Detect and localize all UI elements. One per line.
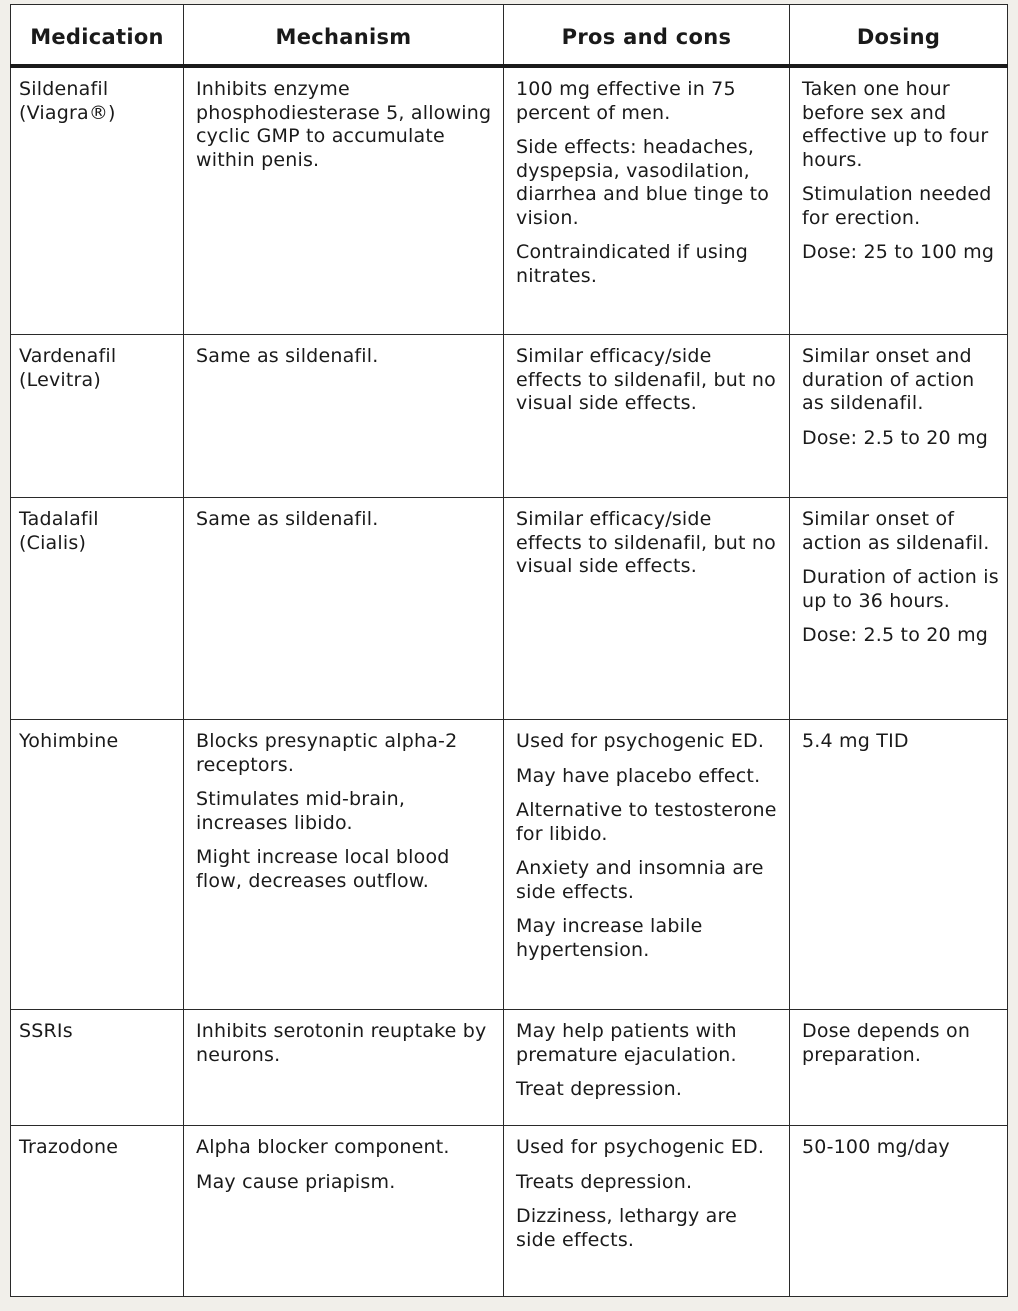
mechanism-cell (184, 720, 504, 1010)
pros-cons-cell (504, 1126, 790, 1297)
dosing-cell (790, 66, 1008, 335)
dosing-text: Dose: 2.5 to 20 mg (802, 426, 989, 449)
pros-cons-text: Used for psychogenic ED. (516, 1136, 765, 1158)
pros-cons-cell (504, 1010, 790, 1126)
dosing-text: Stimulation needed for erection. (802, 183, 992, 229)
dosing-text: 50-100 mg/day (802, 1136, 950, 1158)
table-row (11, 1126, 1008, 1297)
pros-cons-text: May have placebo effect. (516, 764, 761, 787)
header-dosing: Dosing (790, 5, 1008, 67)
header-pros-cons: Pros and cons (504, 5, 790, 67)
pros-cons-text: 100 mg effective in 75 percent of men. (516, 78, 736, 124)
medication-cell (11, 335, 184, 498)
mechanism-cell (184, 1010, 504, 1126)
table-row (11, 66, 1008, 335)
mechanism-text: Inhibits enzyme phosphodiesterase 5, allowing cyclic GMP to accumulate within penis. (196, 78, 492, 171)
medication-name: Vardenafil (19, 345, 117, 367)
medication-brand: (Viagra®) (19, 101, 116, 124)
pros-cons-text: Treat depression. (516, 1078, 683, 1100)
header-row (11, 5, 1008, 67)
pros-cons-text: Similar efficacy/side effects to sildenafil, but no visual side effects. (516, 345, 776, 414)
mechanism-text: May cause priapism. (196, 1170, 396, 1193)
table-row (11, 720, 1008, 1010)
medication-name: Sildenafil (19, 78, 109, 100)
dosing-cell (790, 720, 1008, 1010)
medication-brand: (Levitra) (19, 368, 101, 391)
dosing-text: Similar onset of action as sildenafil. (802, 508, 990, 554)
pros-cons-text: Used for psychogenic ED. (516, 730, 765, 752)
medication-cell (11, 1010, 184, 1126)
pros-cons-text: Side effects: headaches, dyspepsia, vasodilation, diarrhea and blue tinge to vision. (516, 136, 770, 229)
pros-cons-cell (504, 498, 790, 720)
pros-cons-cell (504, 335, 790, 498)
medication-cell (11, 1126, 184, 1297)
header-mechanism: Mechanism (184, 5, 504, 67)
dosing-text: 5.4 mg TID (802, 730, 909, 752)
dosing-text: Dose: 25 to 100 mg (802, 241, 995, 263)
dosing-text: Similar onset and duration of action as sildenafil. (802, 345, 975, 414)
pros-cons-cell (504, 720, 790, 1010)
mechanism-text: Same as sildenafil. (196, 345, 379, 367)
pros-cons-text: Similar efficacy/side effects to sildenafil, but no visual side effects. (516, 508, 776, 577)
medication-brand: (Cialis) (19, 531, 87, 554)
pros-cons-cell (504, 66, 790, 335)
dosing-cell (790, 1126, 1008, 1297)
medication-cell (11, 66, 184, 335)
header-medication: Medication (11, 5, 184, 67)
medication-cell (11, 720, 184, 1010)
mechanism-text: Might increase local blood flow, decreases outflow. (196, 846, 450, 892)
dosing-text: Duration of action is up to 36 hours. (802, 566, 999, 612)
medication-name: Yohimbine (19, 730, 119, 752)
mechanism-cell (184, 66, 504, 335)
mechanism-text: Blocks presynaptic alpha-2 receptors. (196, 730, 458, 776)
mechanism-cell (184, 335, 504, 498)
medication-cell (11, 498, 184, 720)
pros-cons-text: Dizziness, lethargy are side effects. (516, 1205, 737, 1251)
mechanism-text: Alpha blocker component. (196, 1136, 450, 1158)
pros-cons-text: May help patients with premature ejaculation. (516, 1020, 737, 1066)
pros-cons-text: Anxiety and insomnia are side effects. (516, 857, 764, 903)
dosing-text: Dose depends on preparation. (802, 1020, 971, 1066)
dosing-text: Dose: 2.5 to 20 mg (802, 624, 989, 646)
pros-cons-text: Alternative to testosterone for libido. (516, 799, 777, 845)
dosing-cell (790, 335, 1008, 498)
pros-cons-text: May increase labile hypertension. (516, 915, 703, 961)
medication-table (10, 4, 1008, 1297)
dosing-cell (790, 498, 1008, 720)
mechanism-text: Inhibits serotonin reuptake by neurons. (196, 1020, 487, 1066)
dosing-text: Taken one hour before sex and effective up to four hours. (802, 78, 989, 171)
pros-cons-text: Contraindicated if using nitrates. (516, 241, 748, 287)
medication-name: Trazodone (19, 1136, 119, 1158)
mechanism-text: Same as sildenafil. (196, 508, 379, 530)
medication-name: SSRIs (19, 1020, 73, 1042)
mechanism-text: Stimulates mid-brain, increases libido. (196, 788, 406, 834)
pros-cons-text: Treats depression. (516, 1170, 693, 1193)
mechanism-cell (184, 498, 504, 720)
mechanism-cell (184, 1126, 504, 1297)
table-row (11, 1010, 1008, 1126)
dosing-cell (790, 1010, 1008, 1126)
table-row (11, 335, 1008, 498)
medication-name: Tadalafil (19, 508, 99, 530)
table-row (11, 498, 1008, 720)
